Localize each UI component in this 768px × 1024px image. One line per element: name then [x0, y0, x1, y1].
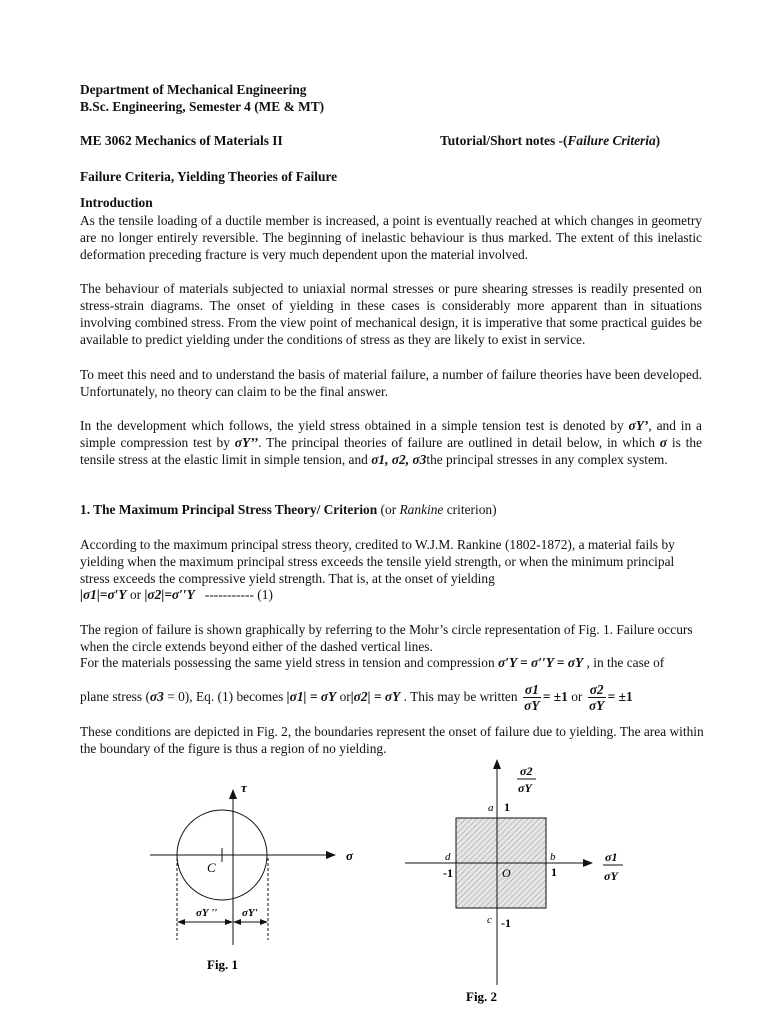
sigma-3: σ3: [149, 689, 164, 704]
text: For the materials possessing the same yield stress in tension and compression: [80, 655, 499, 670]
tau-label: τ: [241, 780, 247, 795]
notes-topic: Failure Criteria: [567, 133, 656, 148]
fig1-caption: Fig. 1: [207, 957, 239, 972]
point-c: c: [487, 914, 492, 926]
text: . The principal theories of failure are outlined in detail below, in which: [258, 435, 660, 450]
text: or: [567, 689, 586, 704]
eq-right: |σ2|=σ′′Y: [144, 587, 195, 602]
numerator: σ1: [524, 682, 539, 698]
text: = 0), Eq. (1) becomes: [163, 689, 287, 704]
text: , in the case of: [583, 655, 665, 670]
y-axis-denominator: σY: [518, 781, 532, 795]
section-1-paragraph-2: The region of failure is shown graphically by referring to the Mohr’s circle representation of Fig. 1. Failure occurs when the circle extends beyond either of the dashed vertical lines.: [80, 622, 693, 654]
text: (or: [377, 502, 400, 517]
course-title: ME 3062 Mechanics of Materials II: [80, 133, 283, 148]
sigma: σ: [659, 435, 667, 450]
x-axis-denominator: σY: [604, 869, 618, 883]
text: the principal stresses in any complex system.: [426, 452, 668, 467]
section-heading-text: 1. The Maximum Principal Stress Theory/ Criterion: [80, 502, 378, 517]
intro-paragraph-3: To meet this need and to understand the basis of material failure, a number of failure theories have been developed. Unfortunately, no theory can claim to be the final answer.: [80, 367, 702, 399]
x-axis-numerator: σ1: [605, 850, 618, 864]
department-name: Department of Mechanical Engineering: [80, 82, 307, 97]
text: In the development which follows, the yield stress obtained in a simple tension test is denoted by: [80, 418, 629, 433]
text: Rankine: [399, 502, 444, 517]
rhs: = ±1: [542, 689, 568, 704]
label-minus-one-bottom: -1: [501, 916, 511, 930]
sigma-label: σ: [346, 848, 354, 863]
mohr-circle-figure: [150, 780, 354, 972]
program-name: B.Sc. Engineering, Semester 4 (ME & MT): [80, 99, 325, 114]
fig2-caption: Fig. 2: [466, 989, 498, 1004]
point-b: b: [550, 851, 556, 863]
notes-suffix: ): [655, 133, 661, 148]
text: , and in a simple compression test by: [80, 418, 702, 450]
intro-heading: Introduction: [80, 195, 153, 210]
principal-stresses: σ1, σ2, σ3: [371, 452, 427, 467]
center-label: C: [207, 860, 216, 875]
text: or: [126, 587, 145, 602]
label-one-top: 1: [504, 800, 510, 814]
intro-paragraph-1: As the tensile loading of a ductile member is increased, a point is eventually reached at which changes in geometry are no longer entirely reversible. The beginning of inelastic behaviour is thus marked. The extent of this inelastic deformation preceding fracture is very much dependent upon the material involved.: [80, 213, 702, 262]
section-1-paragraph-1: According to the maximum principal stress theory, credited to W.J.M. Rankine (1802-1872), a material fails by yielding when the maximum principal stress exceeds the tensile yield strength, or when the minimum principal stress exceeds the compressive yield strength. That is, at the onset of yielding: [80, 537, 675, 586]
origin-label: O: [502, 866, 511, 880]
denominator: σY: [588, 698, 605, 714]
text: plane stress (: [80, 689, 150, 704]
denominator: σY: [524, 698, 540, 714]
page-title: Failure Criteria, Yielding Theories of Failure: [80, 169, 338, 184]
numerator: σ2: [589, 682, 604, 698]
notes-prefix: Tutorial/Short notes -(: [440, 133, 568, 148]
text: or: [336, 689, 351, 704]
rhs: = ±1: [607, 689, 633, 704]
label-minus-one-left: -1: [443, 866, 453, 880]
y-axis-numerator: σ2: [520, 764, 533, 778]
eq-sigma1: |σ1| = σY: [286, 689, 337, 704]
sigma-y-tension: σY’: [628, 418, 649, 433]
equal-yield-equation: σ′Y = σ′′Y = σY: [498, 655, 584, 670]
eq-left: |σ1|=σ′Y: [80, 587, 127, 602]
point-a: a: [488, 802, 494, 814]
yield-locus-figure: [405, 760, 623, 1004]
text: criterion): [443, 502, 497, 517]
intro-paragraph-2: The behaviour of materials subjected to uniaxial normal stresses or pure shearing stresses is readily presented on stress-strain diagrams. The onset of yielding in these cases is considerably more apparent than in situations involving combined stress. From the view point of mechanical design, it is imperative that some practical guides be available to predict yielding under the conditions of stress as they are likely to exist in service.: [80, 281, 702, 347]
text: is the tensile stress at the elastic limit in simple tension, and: [80, 435, 702, 467]
sigma-y-compression: σY’’: [234, 435, 259, 450]
label-one-right: 1: [551, 865, 557, 879]
sigma-y-compression-label: σY '': [196, 907, 218, 919]
eq-label: ----------- (1): [194, 587, 273, 602]
section-1-paragraph-5: These conditions are depicted in Fig. 2, the boundaries represent the onset of failure due to yielding. The area within the boundary of the figure is thus a region of no yielding.: [80, 724, 704, 756]
eq-sigma2: |σ2| = σY: [350, 689, 401, 704]
point-d: d: [445, 851, 451, 863]
text: . This may be written: [400, 689, 521, 704]
sigma-y-tension-label: σY': [242, 907, 258, 919]
